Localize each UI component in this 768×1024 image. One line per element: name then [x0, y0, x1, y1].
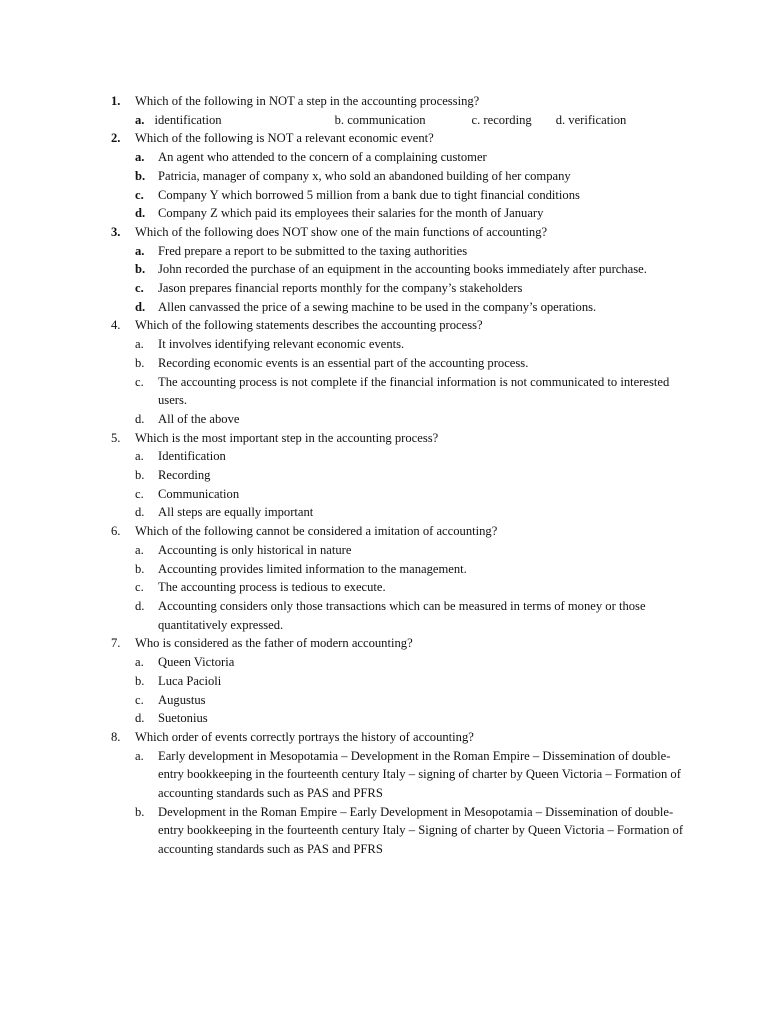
question-list	[111, 92, 683, 859]
answer-option	[135, 747, 683, 803]
answer-options	[135, 541, 683, 635]
option-text: c. recording	[471, 112, 532, 127]
option-letter: a.	[135, 337, 144, 352]
option-letter: b.	[135, 262, 146, 277]
question-item	[111, 634, 683, 728]
option-text: Company Z which paid its employees their salaries for the month of January	[158, 206, 544, 221]
option-text: John recorded the purchase of an equipment in the accounting books immediately after purchase.	[158, 262, 647, 277]
answer-option	[135, 709, 683, 728]
question-item	[111, 316, 683, 428]
answer-option	[472, 111, 532, 130]
option-text: Fred prepare a report to be submitted to the taxing authorities	[158, 243, 468, 258]
option-letter: a.	[135, 150, 145, 165]
question-text: Which order of events correctly portrays the history of accounting?	[135, 729, 474, 744]
answer-option	[135, 578, 683, 597]
question-item	[111, 522, 683, 634]
question-number: 4.	[111, 318, 121, 333]
answer-option	[135, 691, 683, 710]
answer-option	[135, 298, 683, 317]
option-text: Luca Pacioli	[158, 673, 222, 688]
option-letter: a.	[135, 112, 145, 127]
answer-options	[135, 447, 683, 522]
answer-option	[135, 279, 683, 298]
option-letter: c.	[135, 486, 144, 501]
question-text: Which of the following cannot be considered a imitation of accounting?	[135, 524, 498, 539]
question-text: Who is considered as the father of modern accounting?	[135, 636, 413, 651]
option-letter: b.	[135, 168, 146, 183]
option-text: Queen Victoria	[158, 655, 235, 670]
option-letter: c.	[135, 187, 144, 202]
question-number: 8.	[111, 729, 121, 744]
answer-option	[135, 503, 683, 522]
option-letter: b.	[135, 561, 145, 576]
option-letter: a.	[135, 542, 144, 557]
option-text: Accounting provides limited information to the management.	[158, 561, 467, 576]
question-text: Which of the following in NOT a step in the accounting processing?	[135, 94, 480, 108]
option-text: All steps are equally important	[158, 505, 314, 520]
option-letter: d.	[135, 411, 145, 426]
answer-option	[135, 653, 683, 672]
answer-options	[135, 653, 683, 728]
option-text: Early development in Mesopotamia – Development in the Roman Empire – Dissemination of double- entry bookkeeping in the fourteenth century Italy – signing of charter by Queen Victoria – Formation of accounting standards such as PAS and PFRS	[158, 748, 681, 801]
option-text: Recording economic events is an essential part of the accounting process.	[158, 355, 529, 370]
option-text: The accounting process is tedious to execute.	[158, 580, 386, 595]
answer-option	[135, 485, 683, 504]
option-text: Accounting considers only those transactions which can be measured in terms of money or those quantitatively expressed.	[158, 598, 646, 632]
answer-option	[135, 204, 683, 223]
option-text: Allen canvassed the price of a sewing machine to be used in the company’s operations.	[158, 299, 597, 314]
answer-option	[135, 148, 683, 167]
answer-options	[135, 335, 683, 429]
answer-option	[135, 447, 683, 466]
option-text: Jason prepares financial reports monthly for the company’s stakeholders	[158, 281, 523, 296]
option-text: Communication	[158, 486, 240, 501]
question-number: 6.	[111, 524, 121, 539]
answer-options	[135, 242, 683, 317]
option-letter: d.	[135, 299, 146, 314]
question-text: Which of the following statements describes the accounting process?	[135, 318, 483, 333]
answer-option	[135, 354, 683, 373]
option-text: Augustus	[158, 692, 206, 707]
answer-option	[135, 541, 683, 560]
question-text: Which of the following does NOT show one of the main functions of accounting?	[135, 224, 548, 239]
answer-option	[135, 560, 683, 579]
question-number: 2.	[111, 131, 121, 146]
question-number: 3.	[111, 224, 121, 239]
option-text: d. verification	[555, 112, 627, 127]
option-text: Company Y which borrowed 5 million from a bank due to tight financial conditions	[158, 187, 580, 202]
option-letter: a.	[135, 449, 144, 464]
answer-option	[135, 186, 683, 205]
answer-options	[135, 111, 683, 130]
question-item	[111, 92, 683, 129]
question-item	[111, 728, 683, 859]
question-number: 5.	[111, 430, 121, 445]
question-number: 7.	[111, 636, 121, 651]
option-letter: c.	[135, 374, 144, 389]
question-text: Which is the most important step in the accounting process?	[135, 430, 439, 445]
option-letter: b.	[135, 468, 145, 483]
option-letter: a.	[135, 243, 145, 258]
option-letter: c.	[135, 692, 144, 707]
option-text: It involves identifying relevant economic events.	[158, 337, 405, 352]
option-text: Patricia, manager of company x, who sold an abandoned building of her company	[158, 168, 571, 183]
answer-option	[135, 167, 683, 186]
answer-option	[135, 466, 683, 485]
option-text: Accounting is only historical in nature	[158, 542, 352, 557]
answer-option	[135, 672, 683, 691]
answer-option	[135, 803, 683, 859]
option-letter: a.	[135, 748, 144, 763]
question-item	[111, 429, 683, 523]
answer-option	[135, 597, 683, 634]
option-text: Recording	[158, 468, 211, 483]
option-text: b. communication	[334, 112, 426, 127]
answer-option	[135, 410, 683, 429]
option-letter: b.	[135, 673, 145, 688]
question-item	[111, 129, 683, 223]
option-letter: b.	[135, 804, 145, 819]
option-letter: c.	[135, 281, 144, 296]
question-number: 1.	[111, 94, 121, 108]
option-letter: c.	[135, 580, 144, 595]
answer-option	[135, 260, 683, 279]
option-letter: d.	[135, 505, 145, 520]
option-text: The accounting process is not complete if the financial information is not communicated to interested users.	[158, 374, 670, 408]
answer-options	[135, 148, 683, 223]
answer-option	[556, 111, 627, 130]
answer-option	[135, 242, 683, 261]
option-text: identification	[154, 112, 222, 127]
answer-options	[135, 747, 683, 859]
option-letter: d.	[135, 206, 146, 221]
question-text: Which of the following is NOT a relevant economic event?	[135, 131, 434, 146]
answer-option	[135, 373, 683, 410]
answer-option	[135, 111, 222, 130]
option-text: All of the above	[158, 411, 240, 426]
option-letter: d.	[135, 711, 145, 726]
question-item	[111, 223, 683, 317]
option-letter: d.	[135, 598, 145, 613]
option-text: Identification	[158, 449, 226, 464]
option-letter: b.	[135, 355, 145, 370]
option-letter: a.	[135, 655, 144, 670]
answer-option	[335, 111, 426, 130]
option-text: Development in the Roman Empire – Early Development in Mesopotamia – Dissemination of double-entry bookkeeping in the fourteenth century Italy – Signing of charter by Queen Victoria – Formation of accounting standards such as PAS and PFRS	[158, 804, 684, 857]
answer-option	[135, 335, 683, 354]
option-text: Suetonius	[158, 711, 208, 726]
option-text: An agent who attended to the concern of a complaining customer	[158, 150, 487, 165]
